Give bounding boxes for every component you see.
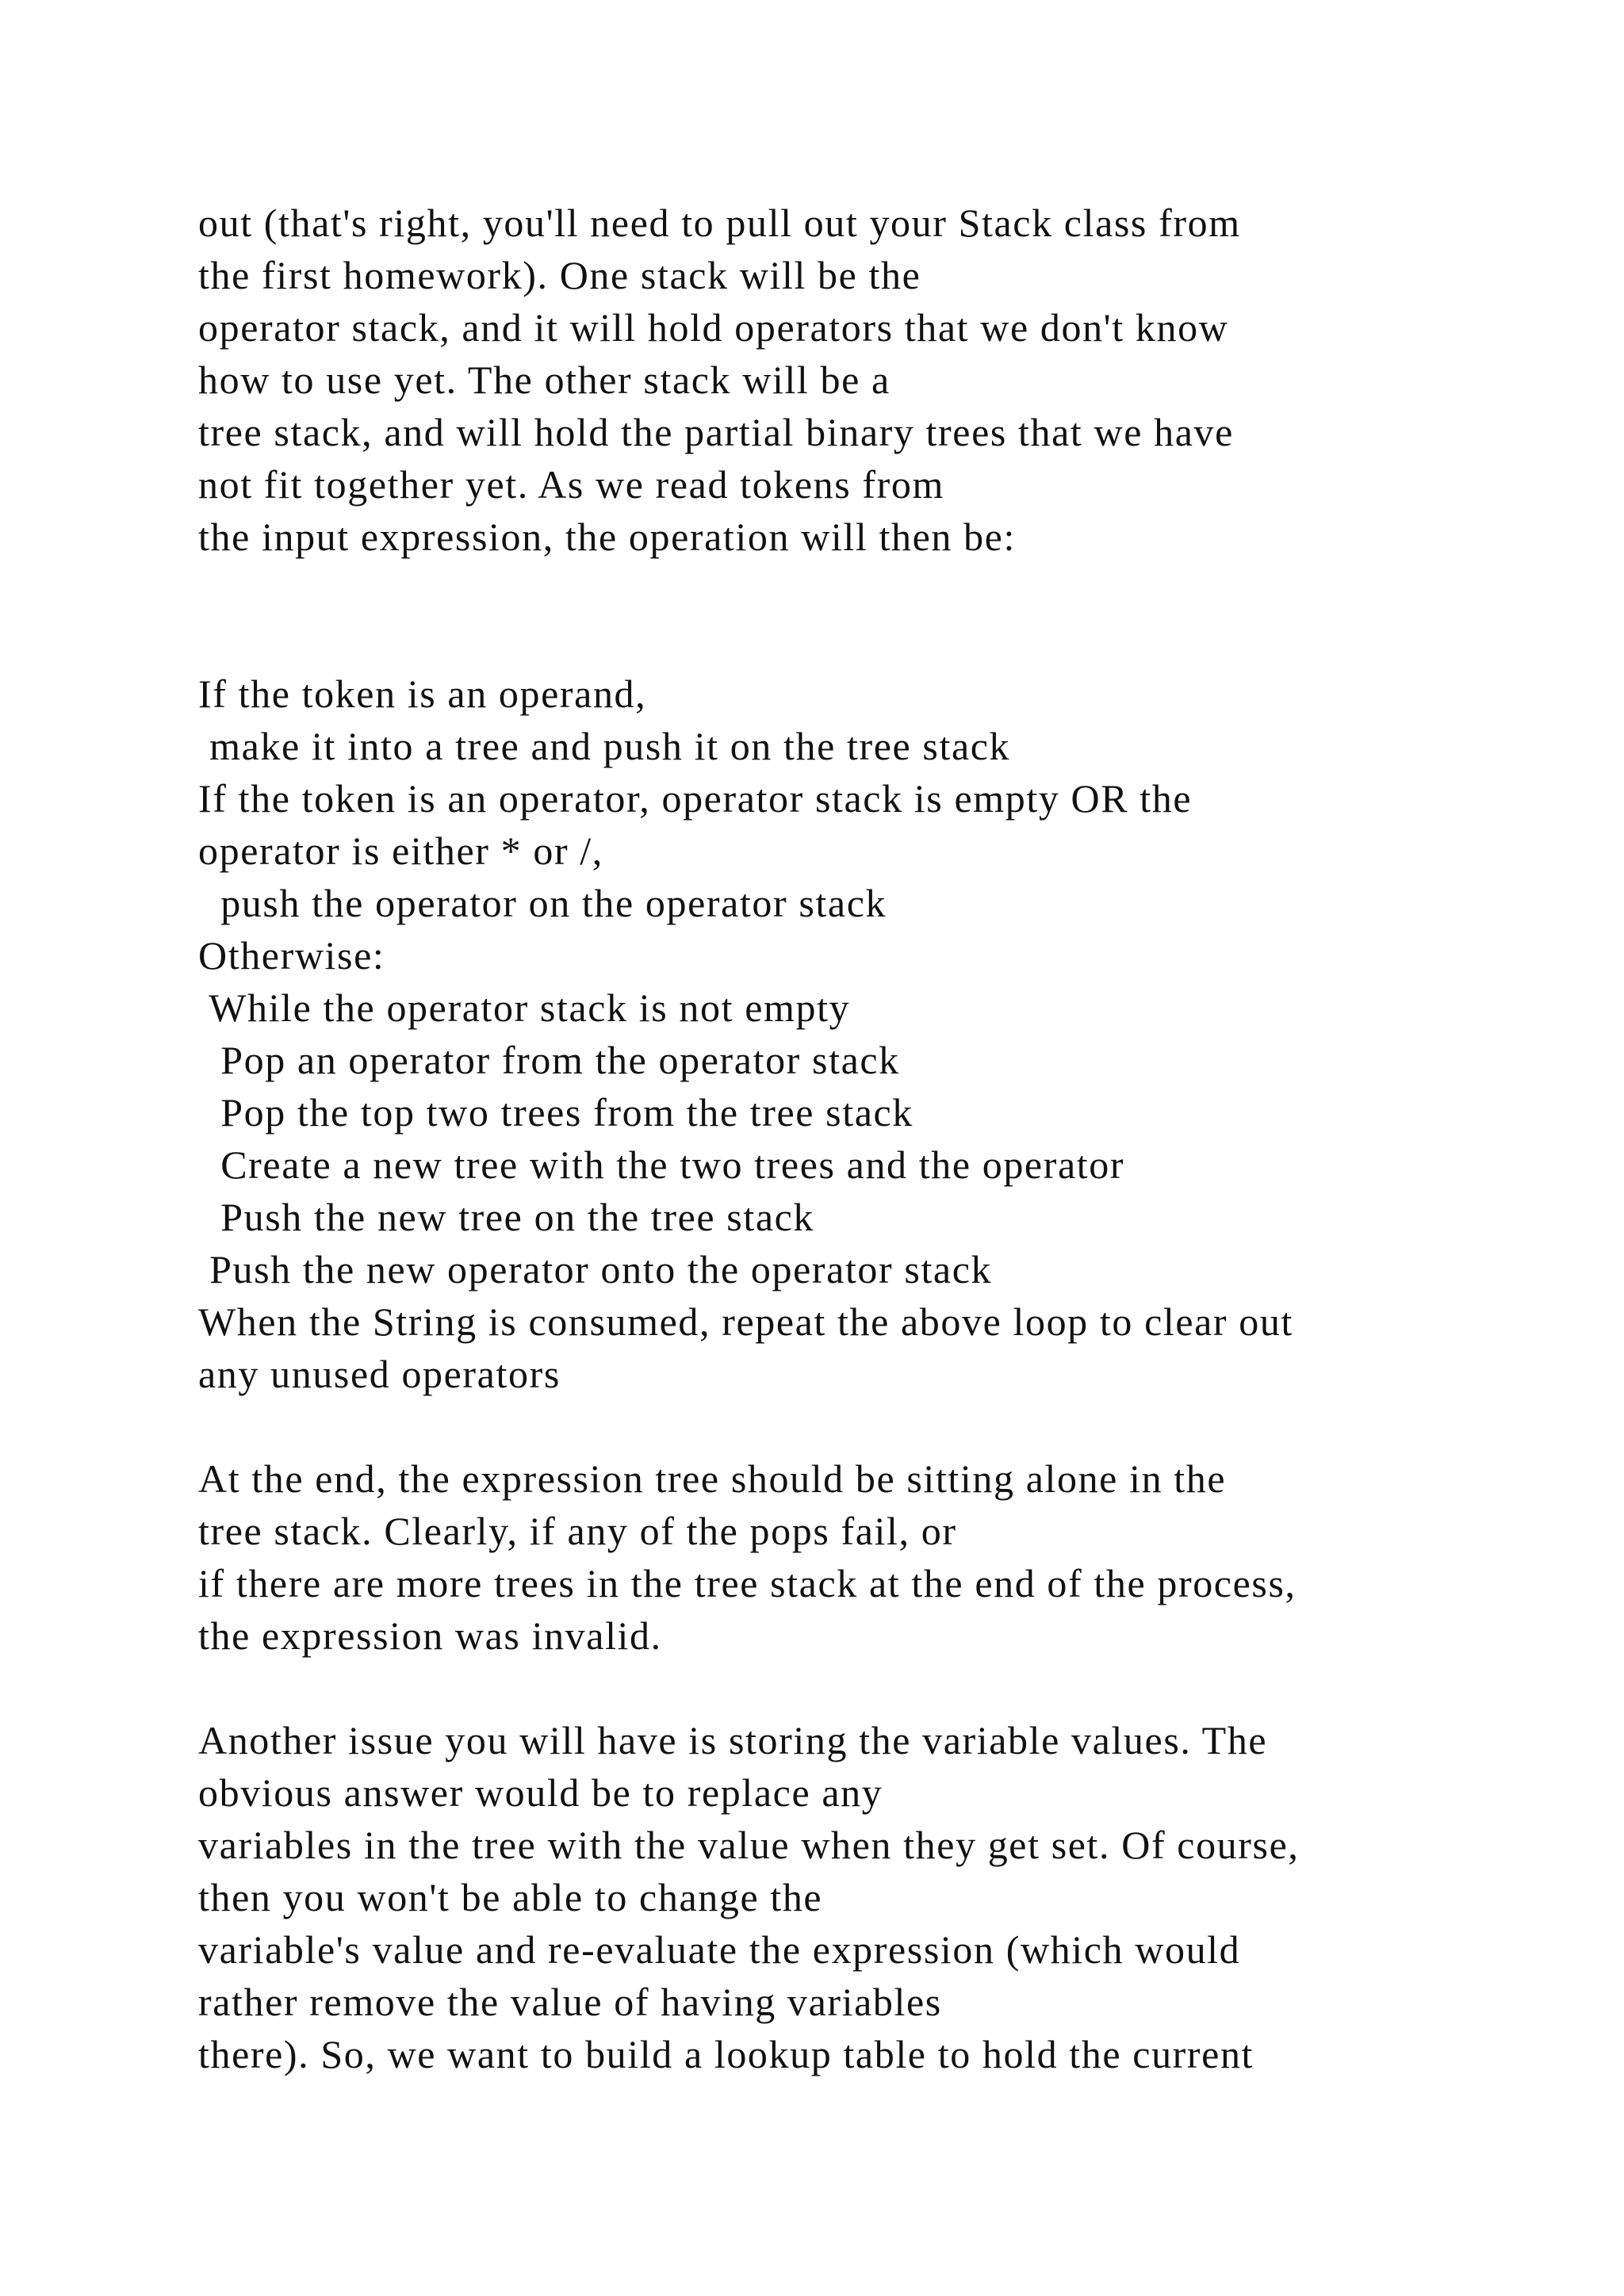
text-line: if there are more trees in the tree stack at the end of the process,: [198, 1561, 1297, 1605]
text-line: tree stack, and will hold the partial binary trees that we have: [198, 410, 1234, 454]
text-line: make it into a tree and push it on the tree stack: [198, 724, 1011, 768]
text-line: While the operator stack is not empty: [198, 985, 851, 1030]
text-line: push the operator on the operator stack: [198, 881, 887, 925]
text-line: tree stack. Clearly, if any of the pops fail, or: [198, 1509, 957, 1553]
text-line: operator stack, and it will hold operators that we don't know: [198, 305, 1229, 350]
text-line: rather remove the value of having variables: [198, 1980, 942, 2024]
text-line: Pop the top two trees from the tree stack: [198, 1090, 914, 1135]
text-line: the expression was invalid.: [198, 1613, 662, 1658]
text-line: the first homework). One stack will be the: [198, 253, 921, 297]
text-line: Push the new operator onto the operator stack: [198, 1247, 993, 1292]
text-line: Create a new tree with the two trees and the operator: [198, 1142, 1125, 1187]
text-line: the input expression, the operation will then be:: [198, 515, 1016, 559]
text-line: When the String is consumed, repeat the above loop to clear out: [198, 1299, 1293, 1344]
text-line: variables in the tree with the value when they get set. Of course,: [198, 1823, 1300, 1867]
text-line: If the token is an operator, operator stack is empty OR the: [198, 776, 1193, 821]
text-line: Otherwise:: [198, 933, 385, 978]
text-line: any unused operators: [198, 1352, 561, 1396]
text-line: At the end, the expression tree should be sitting alone in the: [198, 1456, 1227, 1501]
text-line: variable's value and re-evaluate the expression (which would: [198, 1927, 1241, 1972]
text-line: then you won't be able to change the: [198, 1875, 823, 1919]
text-line: obvious answer would be to replace any: [198, 1770, 883, 1815]
text-line: out (that's right, you'll need to pull out your Stack class from: [198, 201, 1241, 245]
text-line: Another issue you will have is storing the variable values. The: [198, 1718, 1268, 1762]
text-line: there). So, we want to build a lookup table to hold the current: [198, 2032, 1254, 2076]
text-line: not fit together yet. As we read tokens from: [198, 462, 945, 507]
text-line: how to use yet. The other stack will be a: [198, 358, 891, 402]
text-line: If the token is an operand,: [198, 672, 647, 716]
text-line: Pop an operator from the operator stack: [198, 1038, 900, 1082]
text-line: operator is either * or /,: [198, 828, 603, 873]
text-line: Push the new tree on the tree stack: [198, 1195, 815, 1239]
